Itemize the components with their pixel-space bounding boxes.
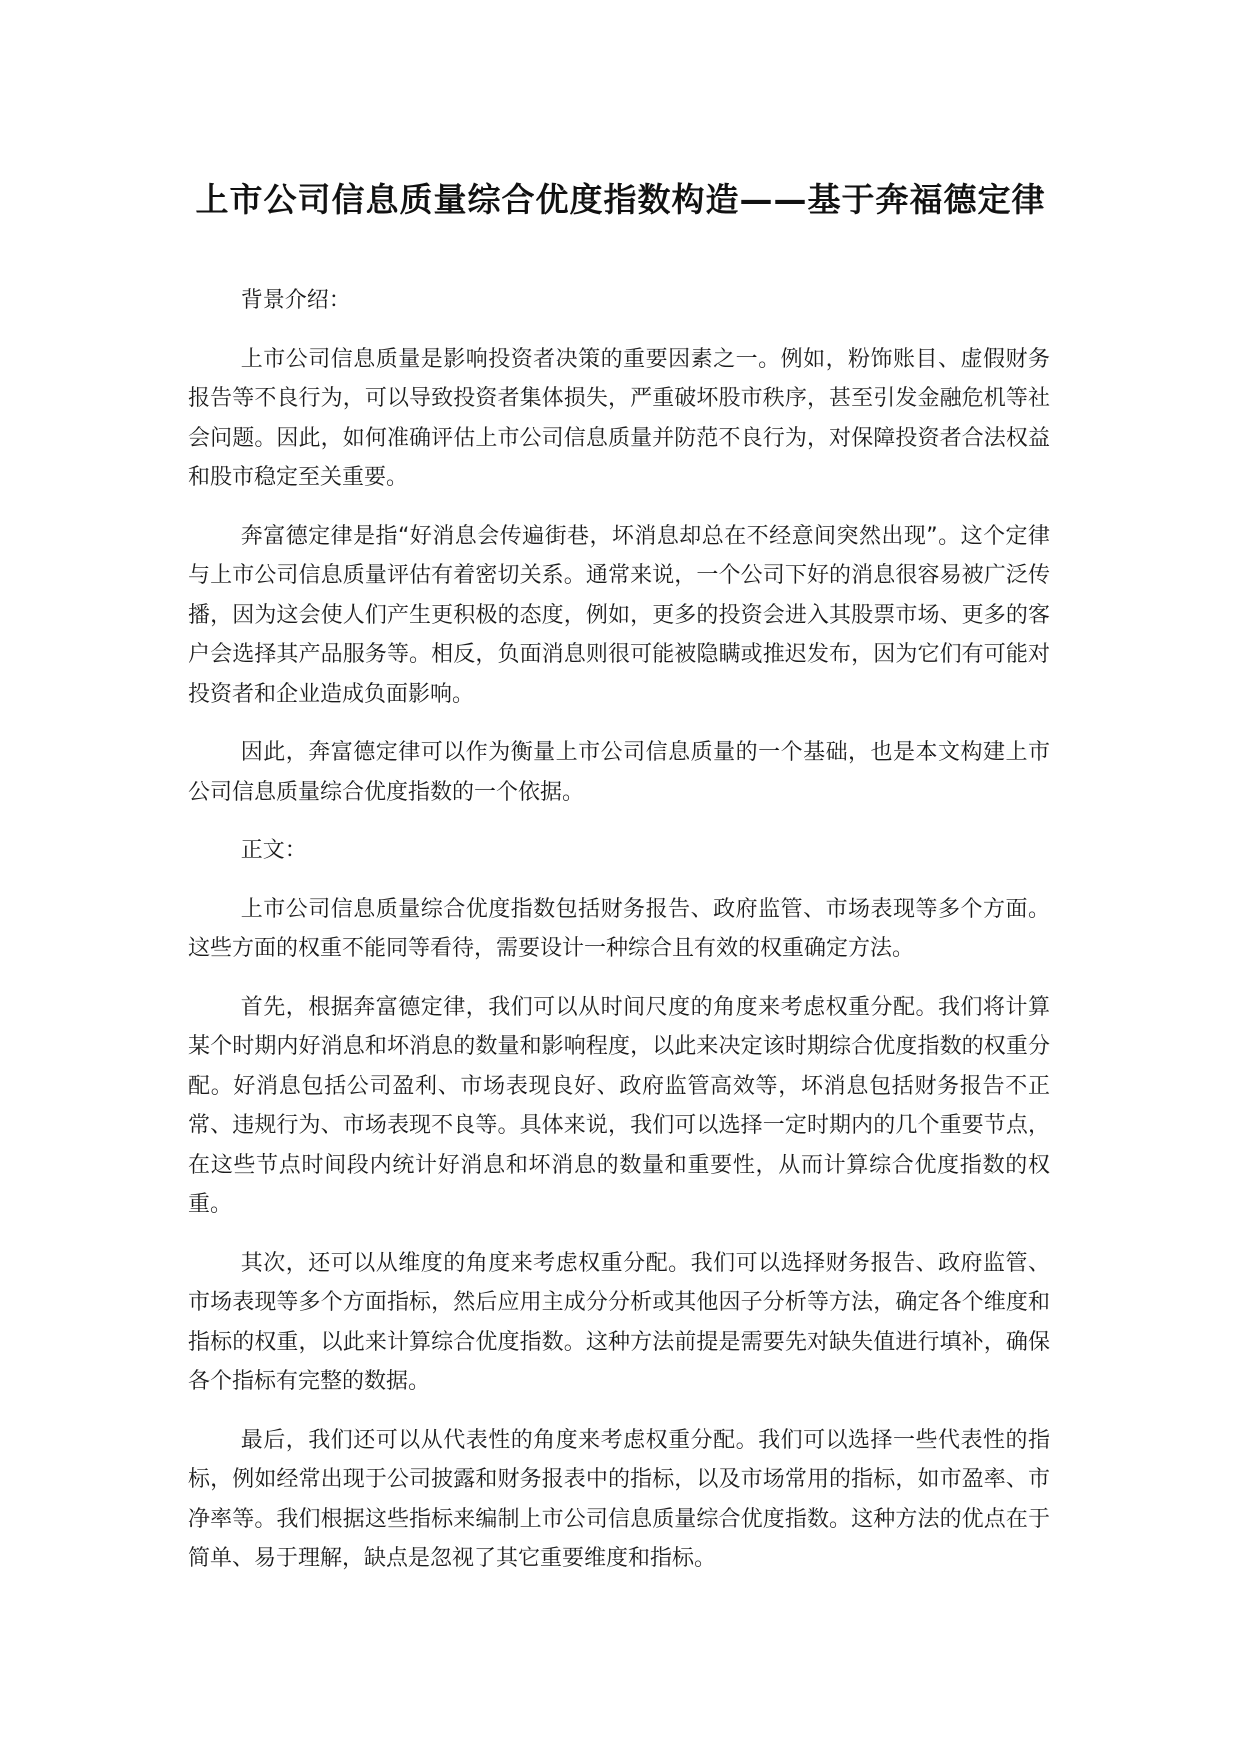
document-title: 上市公司信息质量综合优度指数构造——基于奔福德定律 — [195, 180, 1046, 219]
paragraph-2: 奔富德定律是指“好消息会传遍街巷，坏消息却总在不经意间突然出现”。这个定律与上市公司信息质量评估有着密切关系。通常来说，一个公司下好的消息很容易被广泛传播，因为这会使人们产生更积极的态度，例如，更多的投资会进入其股票市场、更多的客户会选择其产品服务等。相反，负面消息则很可能被隐瞒或推迟发布，因为它们有可能对投资者和企业造成负面影响。 — [188, 523, 1050, 707]
section-heading-background: 背景介绍： — [240, 288, 351, 313]
paragraph-1: 上市公司信息质量是影响投资者决策的重要因素之一。例如，粉饰账目、虚假财务报告等不良行为，可以导致投资者集体损失，严重破坏股市秩序，甚至引发金融危机等社会问题。因此，如何准确评估上市公司信息质量并防范不良行为，对保障投资者合法权益和股市稳定至关重要。 — [188, 346, 1050, 490]
paragraph-3: 因此，奔富德定律可以作为衡量上市公司信息质量的一个基础，也是本文构建上市公司信息质量综合优度指数的一个依据。 — [188, 740, 1050, 805]
paragraph-6: 其次，还可以从维度的角度来考虑权重分配。我们可以选择财务报告、政府监管、市场表现等多个方面指标，然后应用主成分分析或其他因子分析等方法，确定各个维度和指标的权重，以此来计算综合优度指数。这种方法前提是需要先对缺失值进行填补，确保各个指标有完整的数据。 — [188, 1250, 1050, 1394]
section-heading-main: 正文： — [240, 838, 307, 863]
document-body — [188, 281, 1050, 1598]
paragraph-7: 最后，我们还可以从代表性的角度来考虑权重分配。我们可以选择一些代表性的指标，例如经常出现于公司披露和财务报表中的指标，以及市场常用的指标，如市盈率、市净率等。我们根据这些指标来编制上市公司信息质量综合优度指数。这种方法的优点在于简单、易于理解，缺点是忽视了其它重要维度和指标。 — [188, 1427, 1050, 1571]
paragraph-5: 首先，根据奔富德定律，我们可以从时间尺度的角度来考虑权重分配。我们将计算某个时期内好消息和坏消息的数量和影响程度，以此来决定该时期综合优度指数的权重分配。好消息包括公司盈利、市场表现良好、政府监管高效等，坏消息包括财务报告不正常、违规行为、市场表现不良等。具体来说，我们可以选择一定时期内的几个重要节点，在这些节点时间段内统计好消息和坏消息的数量和重要性，从而计算综合优度指数的权重。 — [188, 994, 1050, 1217]
paragraph-4: 上市公司信息质量综合优度指数包括财务报告、政府监管、市场表现等多个方面。这些方面的权重不能同等看待，需要设计一种综合且有效的权重确定方法。 — [188, 896, 1050, 961]
